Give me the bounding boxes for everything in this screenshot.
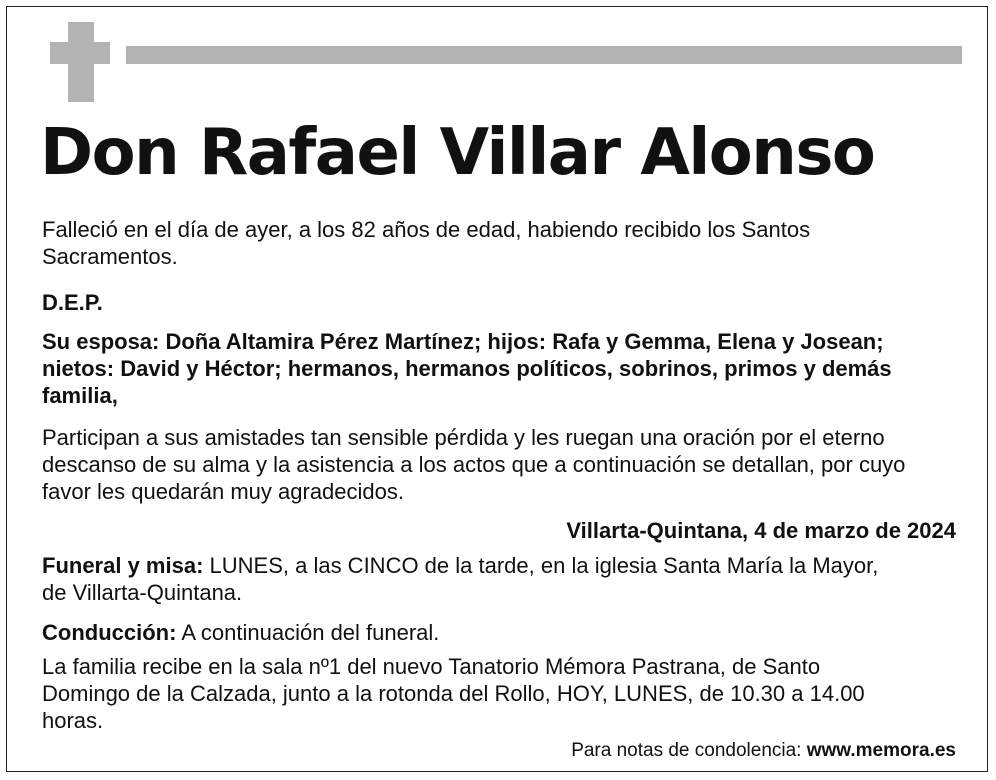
funeral-label: Funeral y misa:: [42, 553, 204, 578]
place-date: Villarta-Quintana, 4 de marzo de 2024: [566, 518, 956, 543]
header-bar: [126, 46, 962, 64]
deceased-name: Don Rafael Villar Alonso: [40, 116, 875, 190]
conduccion-text: A continuación del funeral.: [181, 620, 440, 645]
rip-text: D.E.P.: [42, 290, 103, 315]
condolence-link[interactable]: www.memora.es: [806, 740, 956, 761]
funeral-text: LUNES, a las CINCO de la tarde, en la iglesia Santa María la Mayor, de Villarta-Quintana.: [42, 553, 879, 605]
message-text: Participan a sus amistades tan sensible pérdida y les ruegan una oración por el eterno descanso de su alma y la asistencia a los actos que a continuación se detallan, por cuyo favor les quedarán muy agradecidos.: [42, 425, 906, 504]
condolence-line: [571, 740, 956, 762]
family-text: Su esposa: Doña Altamira Pérez Martínez; hijos: Rafa y Gemma, Elena y Josean; nietos: David y Héctor; hermanos, hermanos políticos, sobrinos, primos y demás familia,: [42, 329, 892, 408]
conduccion-section: [42, 619, 954, 646]
conduccion-label: Conducción:: [42, 620, 177, 645]
funeral-section: [42, 552, 892, 606]
intro-text: Falleció en el día de ayer, a los 82 años de edad, habiendo recibido los Santos Sacramentos.: [42, 217, 811, 269]
condolence-label: Para notas de condolencia:: [571, 740, 802, 761]
cross-icon-arm: [50, 42, 110, 64]
wake-text: La familia recibe en la sala nº1 del nuevo Tanatorio Mémora Pastrana, de Santo Domingo de la Calzada, junto a la rotonda del Rollo, HOY, LUNES, de 10.30 a 14.00 horas.: [42, 654, 865, 733]
